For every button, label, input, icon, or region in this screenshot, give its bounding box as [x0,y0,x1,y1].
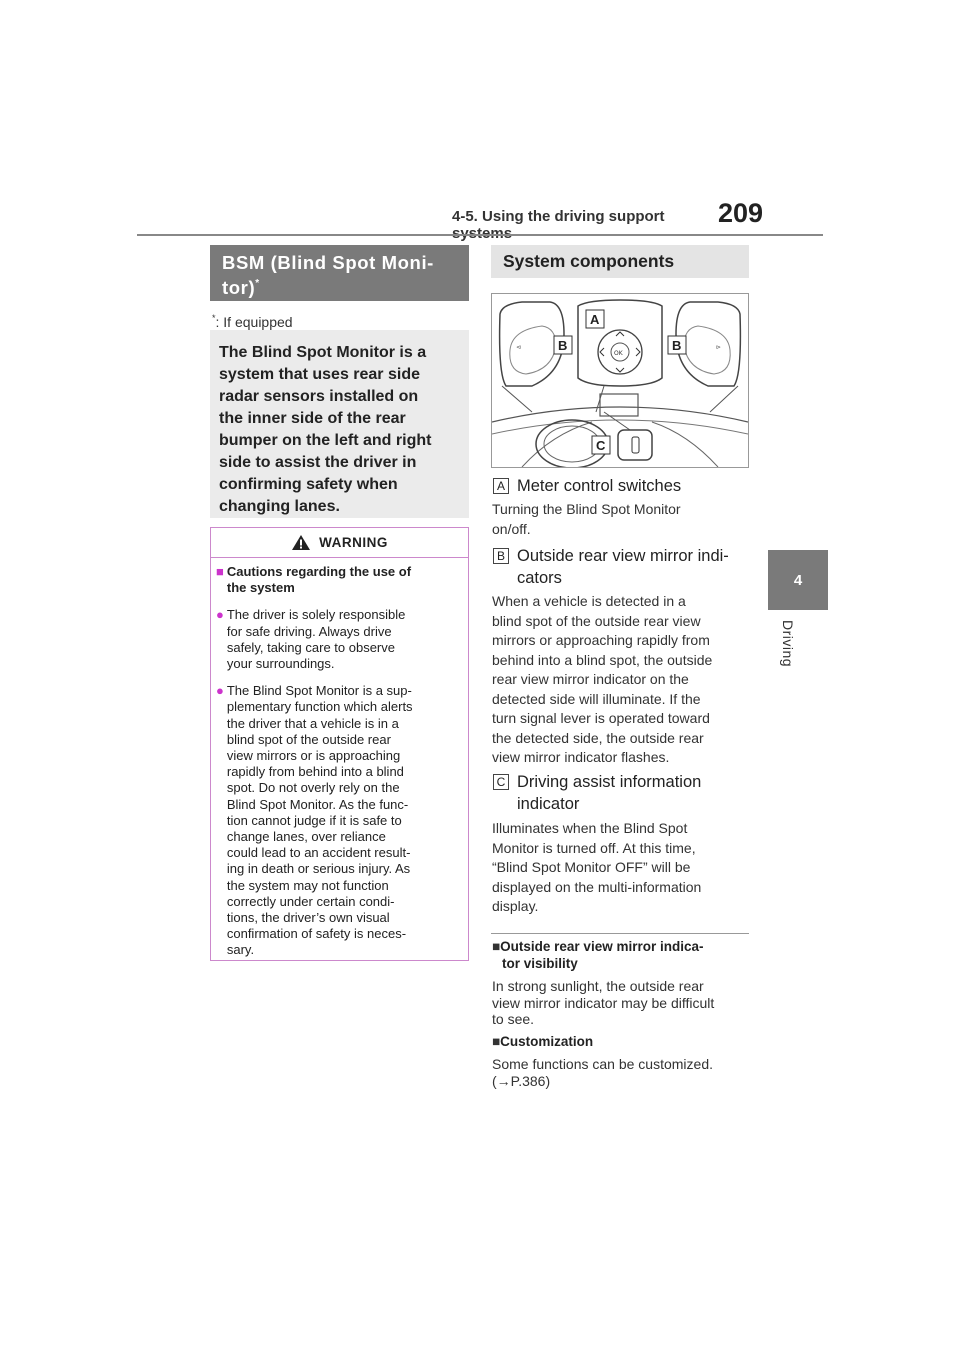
warning-line: plementary function which alerts [226,699,413,715]
warning-item [216,607,461,672]
note-text-line: to see. [492,1011,535,1027]
bsm-heading-line2: tor) [222,277,256,298]
header-rule [137,234,823,236]
warning-heading [216,564,461,596]
intro-line: side to assist the driver in [219,454,417,471]
warning-heading-line: the system [226,580,295,596]
warning-line: the system may not function [226,877,389,893]
note-text-line: Some functions can be customized. [492,1056,714,1072]
component-c-title [493,771,701,815]
warning-body [211,558,468,959]
note-customization-heading [492,1034,750,1051]
warning-line: tion cannot judge if it is safe to [226,812,402,828]
warning-line: rapidly from behind into a blind [226,764,404,780]
component-text-line: mirrors or approaching rapidly from [492,632,710,648]
note-customization-text [492,1056,750,1089]
intro-line: the inner side of the rear [219,410,406,427]
ok-button-text: OK [614,350,623,357]
warning-line: correctly under certain condi- [226,893,395,909]
warning-line: Blind Spot Monitor. As the func- [226,796,409,812]
component-text-line: When a vehicle is detected in a [492,593,686,609]
warning-line: spot. Do not overly rely on the [226,780,400,796]
square-bullet: ■ [492,1034,501,1049]
warning-heading-line: Cautions regarding the use of [226,564,412,579]
warning-header [211,528,468,558]
warning-title: WARNING [319,535,388,550]
chapter-label: Driving [780,620,796,668]
label-b-left: B [558,338,568,353]
warning-line: The Blind Spot Monitor is a sup- [226,683,412,699]
cockpit-drawing [492,294,748,467]
component-text-line: display. [492,898,539,914]
warning-line: could lead to an accident result- [226,845,411,861]
component-text-line: rear view mirror indicator on the [492,671,689,687]
component-text-line: behind into a blind spot, the outside [492,651,713,668]
warning-line: confirmation of safety is neces- [226,926,407,942]
component-title-line: indicator [517,795,580,813]
label-badge-b: B [493,548,509,564]
warning-line: your surroundings. [226,656,335,672]
cockpit-illustration [491,293,749,468]
component-text-line: on/off. [492,520,531,537]
page-number: 209 [718,198,764,228]
note-heading-line: Outside rear view mirror indica- [500,939,704,954]
footnote-mark: * [212,313,216,323]
warning-box [210,527,469,961]
component-c-text [492,819,750,917]
warning-line: sary. [226,942,255,958]
intro-box [210,330,469,518]
component-text-line: the detected side, the outside rear [492,729,704,746]
bsm-heading-line1: BSM (Blind Spot Moni- [222,252,434,273]
warning-line: view mirrors or is approaching [226,748,401,764]
label-c: C [596,438,606,453]
svg-text:⊳: ⊳ [716,344,722,351]
section-title: 4-5. Using the driving support [452,208,665,225]
warning-line: for safe driving. Always drive [226,623,392,639]
note-text-line: view mirror indicator may be difficult [492,994,715,1011]
system-components-heading: System components [491,245,749,278]
component-a-title [493,475,681,497]
intro-line: radar sensors installed on [219,388,419,405]
warning-item [216,683,461,958]
note-text-line: In strong sunlight, the outside rear [492,978,704,994]
warning-line: safely, taking care to observe [226,639,395,655]
circle-bullet: ● [216,607,224,623]
component-title-line: Meter control switches [517,477,682,495]
chapter-tab[interactable] [768,550,828,610]
component-text-line: Turning the Blind Spot Monitor [492,501,681,517]
note-heading-line: tor visibility [502,955,578,971]
component-text-line: view mirror indicator flashes. [492,749,670,765]
component-title-line: Outside rear view mirror indi- [517,547,729,565]
label-b-right: B [672,338,682,353]
svg-text:⊲: ⊲ [516,344,522,351]
warning-line: tions, the driver’s own visual [226,910,390,926]
component-b-text [492,592,750,768]
note-visibility-text [492,978,750,1028]
warning-triangle-icon [291,534,311,551]
component-title-line: cators [517,569,562,587]
warning-line: blind spot of the outside rear [226,731,391,747]
label-badge-c: C [493,774,509,790]
footnote-text: : If equipped [215,314,293,330]
intro-line: confirming safety when [219,476,398,493]
component-text-line: detected side will illuminate. If the [492,690,701,707]
warning-line: The driver is solely responsible [226,607,406,623]
bsm-heading [210,245,469,301]
component-text-line: “Blind Spot Monitor OFF” will be [492,859,691,875]
component-text-line: displayed on the multi-information [492,878,702,895]
note-heading-line: Customization [500,1034,594,1049]
component-text-line: turn signal lever is operated toward [492,710,710,726]
equipped-footnote [212,313,293,330]
warning-line: ing in death or serious injury. As [226,861,411,877]
note-visibility-heading [492,939,750,972]
component-title-line: Driving assist information [517,773,702,791]
label-a: A [590,312,600,327]
component-text-line: blind spot of the outside rear view [492,612,701,629]
intro-line: system that uses rear side [219,366,420,383]
square-bullet: ■ [216,564,224,579]
intro-line: changing lanes. [219,498,340,515]
intro-line: bumper on the left and right [219,432,432,449]
circle-bullet: ● [216,683,224,699]
component-b-title [493,545,729,589]
intro-line: The Blind Spot Monitor is a [219,344,427,361]
warning-line: change lanes, over reliance [226,829,386,845]
chapter-number: 4 [793,571,803,589]
bsm-heading-mark: * [255,278,260,289]
label-badge-a: A [493,478,509,494]
page-reference-link[interactable]: (→P.386) [492,1072,551,1089]
square-bullet: ■ [492,939,501,954]
warning-line: the driver that a vehicle is in a [226,715,399,731]
component-text-line: Illuminates when the Blind Spot [492,820,688,836]
component-text-line: Monitor is turned off. At this time, [492,839,696,856]
notes-separator [491,933,749,934]
component-a-text [492,500,750,539]
